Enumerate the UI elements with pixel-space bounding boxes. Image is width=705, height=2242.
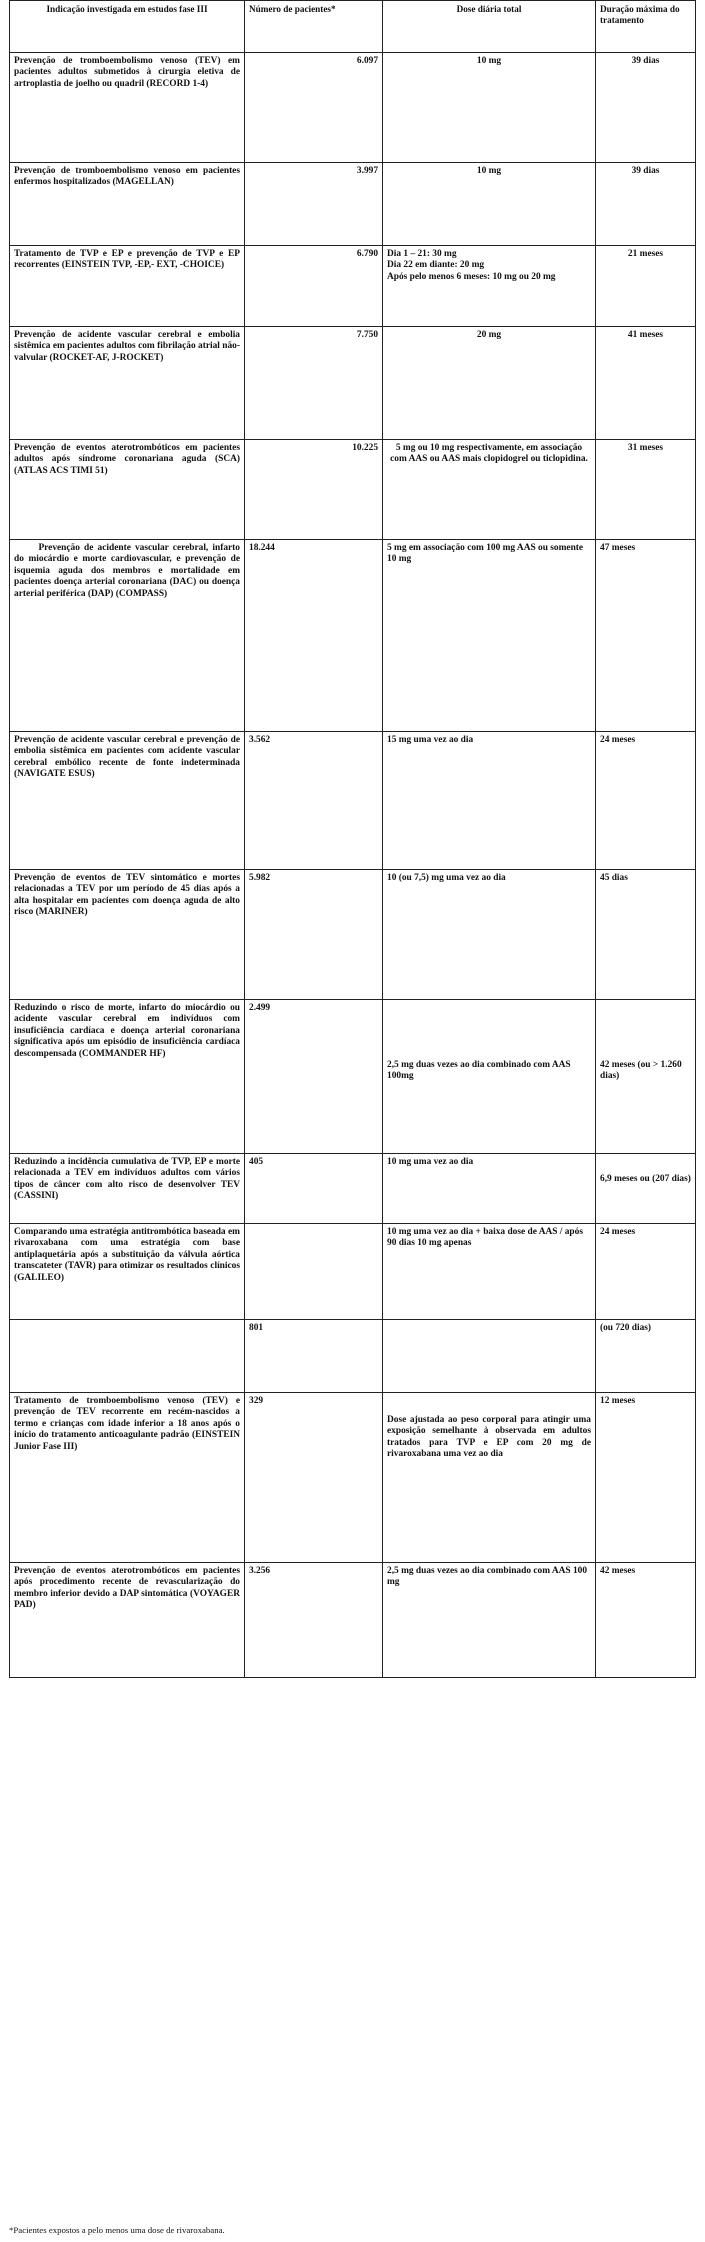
patients-cell: 329	[245, 1393, 383, 1563]
clinical-trials-table	[9, 0, 696, 1678]
dose-cell: Dose ajustada ao peso corporal para atingir uma exposição semelhante à observada em adultos tratados para TVP e EP com 20 mg de rivaroxabana uma vez ao dia	[383, 1393, 596, 1563]
table-row	[10, 53, 696, 163]
dose-cell: 10 mg uma vez ao dia + baixa dose de AAS / após 90 dias 10 mg apenas	[383, 1224, 596, 1320]
duration-cell: 39 dias	[596, 53, 696, 163]
indication-cell: Comparando uma estratégia antitrombótica baseada em rivaroxabana com uma estratégia com base antiplaquetária após a substituição da válvula aórtica transcateter (TAVR) para otimizar os resultados clínicos (GALILEO)	[10, 1224, 245, 1320]
indication-cell: Prevenção de tromboembolismo venoso (TEV) em pacientes adultos submetidos à cirurgia eletiva de artroplastia de joelho ou quadril (RECORD 1-4)	[10, 53, 245, 163]
header-duration: Duração máxima do tratamento	[596, 1, 696, 53]
duration-cell: 12 meses	[596, 1393, 696, 1563]
header-dose: Dose diária total	[383, 1, 596, 53]
table-row	[10, 870, 696, 1000]
indication-cell: Prevenção de eventos aterotrombóticos em pacientes adultos após síndrome coronariana aguda (SCA) (ATLAS ACS TIMI 51)	[10, 440, 245, 540]
table-row	[10, 327, 696, 440]
patients-cell: 6.790	[245, 246, 383, 327]
dose-cell: 10 mg uma vez ao dia	[383, 1154, 596, 1224]
indication-cell: Prevenção de eventos aterotrombóticos em pacientes após procedimento recente de revascularização do membro inferior devido a DAP sintomática (VOYAGER PAD)	[10, 1563, 245, 1678]
patients-cell: 5.982	[245, 870, 383, 1000]
table-row	[10, 246, 696, 327]
dose-cell: 15 mg uma vez ao dia	[383, 732, 596, 870]
duration-cell: 24 meses	[596, 1224, 696, 1320]
indication-cell: Prevenção de acidente vascular cerebral e prevenção de embolia sistêmica em pacientes com acidente vascular cerebral embólico recente de fonte indeterminada (NAVIGATE ESUS)	[10, 732, 245, 870]
dose-line: Dia 1 – 21: 30 mg	[387, 249, 457, 259]
dose-cell: 10 (ou 7,5) mg uma vez ao dia	[383, 870, 596, 1000]
dose-cell	[383, 246, 596, 327]
dose-line: Após pelo menos 6 meses: 10 mg ou 20 mg	[387, 271, 556, 282]
patients-cell: 18.244	[245, 540, 383, 732]
duration-cell: 42 meses	[596, 1563, 696, 1678]
dose-cell: 10 mg	[383, 163, 596, 246]
indication-cell: Prevenção de eventos de TEV sintomático e mortes relacionadas a TEV por um período de 45 dias após a alta hospitalar em pacientes com doença aguda de alto risco (MARINER)	[10, 870, 245, 1000]
duration-cell: 39 dias	[596, 163, 696, 246]
header-row	[10, 1, 696, 53]
duration-cell: 45 dias	[596, 870, 696, 1000]
indication-cell: Prevenção de acidente vascular cerebral, infarto do miocárdio e morte cardiovascular, e prevenção de isquemia aguda dos membros e mortalidade em pacientes doença arterial coronariana (DAC) ou doença arterial periférica (DAP) (COMPASS)	[10, 540, 245, 732]
indication-cell: Reduzindo o risco de morte, infarto do miocárdio ou acidente vascular cerebral em indivíduos com insuficiência cardíaca e doença arterial coronariana significativa após um episódio de insuficiência cardíaca descompensada (COMMANDER HF)	[10, 1000, 245, 1154]
indication-cell: Prevenção de acidente vascular cerebral e embolia sistêmica em pacientes adultos com fibrilação atrial não-valvular (ROCKET-AF, J-ROCKET)	[10, 327, 245, 440]
dose-cell: 5 mg ou 10 mg respectivamente, em associação com AAS ou AAS mais clopidogrel ou ticlopidina.	[383, 440, 596, 540]
duration-cell: 6,9 meses ou (207 dias)	[596, 1154, 696, 1224]
dose-line: Dia 22 em diante: 20 mg	[387, 260, 485, 271]
duration-cell: 47 meses	[596, 540, 696, 732]
dose-cell: 10 mg	[383, 53, 596, 163]
table-row	[10, 1154, 696, 1224]
duration-cell: 24 meses	[596, 732, 696, 870]
table-row	[10, 1393, 696, 1563]
patients-cell: 2.499	[245, 1000, 383, 1154]
header-patients: Número de pacientes*	[245, 1, 383, 53]
table-row	[10, 440, 696, 540]
patients-cell: 7.750	[245, 327, 383, 440]
table-row	[10, 540, 696, 732]
header-indication: Indicação investigada em estudos fase III	[10, 1, 245, 53]
indication-cell: Tratamento de tromboembolismo venoso (TEV) e prevenção de TEV recorrente em recém-nascidos a termo e crianças com idade inferior a 18 anos após o início do tratamento anticoagulante padrão (EINSTEIN Junior Fase III)	[10, 1393, 245, 1563]
footnote: *Pacientes expostos a pelo menos uma dose de rivaroxabana.	[9, 2225, 225, 2235]
patients-cell: 3.256	[245, 1563, 383, 1678]
dose-cell: 20 mg	[383, 327, 596, 440]
table-row	[10, 163, 696, 246]
patients-cell: 3.562	[245, 732, 383, 870]
duration-cell: 21 meses	[596, 246, 696, 327]
table-row	[10, 1000, 696, 1154]
patients-cell: 10.225	[245, 440, 383, 540]
patients-cell: 801	[245, 1320, 383, 1393]
duration-cell: (ou 720 dias)	[596, 1320, 696, 1393]
duration-cell: 41 meses	[596, 327, 696, 440]
duration-cell: 31 meses	[596, 440, 696, 540]
indication-cell: Reduzindo a incidência cumulativa de TVP, EP e morte relacionada a TEV em indivíduos adultos com vários tipos de câncer com alto risco de desenvolver TEV (CASSINI)	[10, 1154, 245, 1224]
table-row	[10, 1320, 696, 1393]
dose-cell	[383, 1320, 596, 1393]
patients-cell: 3.997	[245, 163, 383, 246]
table-row	[10, 732, 696, 870]
table-row	[10, 1224, 696, 1320]
duration-cell: 42 meses (ou > 1.260 dias)	[596, 1000, 696, 1154]
indication-cell: Prevenção de tromboembolismo venoso em pacientes enfermos hospitalizados (MAGELLAN)	[10, 163, 245, 246]
dose-cell: 2,5 mg duas vezes ao dia combinado com AAS 100mg	[383, 1000, 596, 1154]
indication-cell: Tratamento de TVP e EP e prevenção de TVP e EP recorrentes (EINSTEIN TVP, -EP,- EXT, -CHOICE)	[10, 246, 245, 327]
patients-cell: 6.097	[245, 53, 383, 163]
dose-cell: 2,5 mg duas vezes ao dia combinado com AAS 100 mg	[383, 1563, 596, 1678]
patients-cell	[245, 1224, 383, 1320]
indication-cell	[10, 1320, 245, 1393]
dose-cell: 5 mg em associação com 100 mg AAS ou somente 10 mg	[383, 540, 596, 732]
patients-cell: 405	[245, 1154, 383, 1224]
table-row	[10, 1563, 696, 1678]
